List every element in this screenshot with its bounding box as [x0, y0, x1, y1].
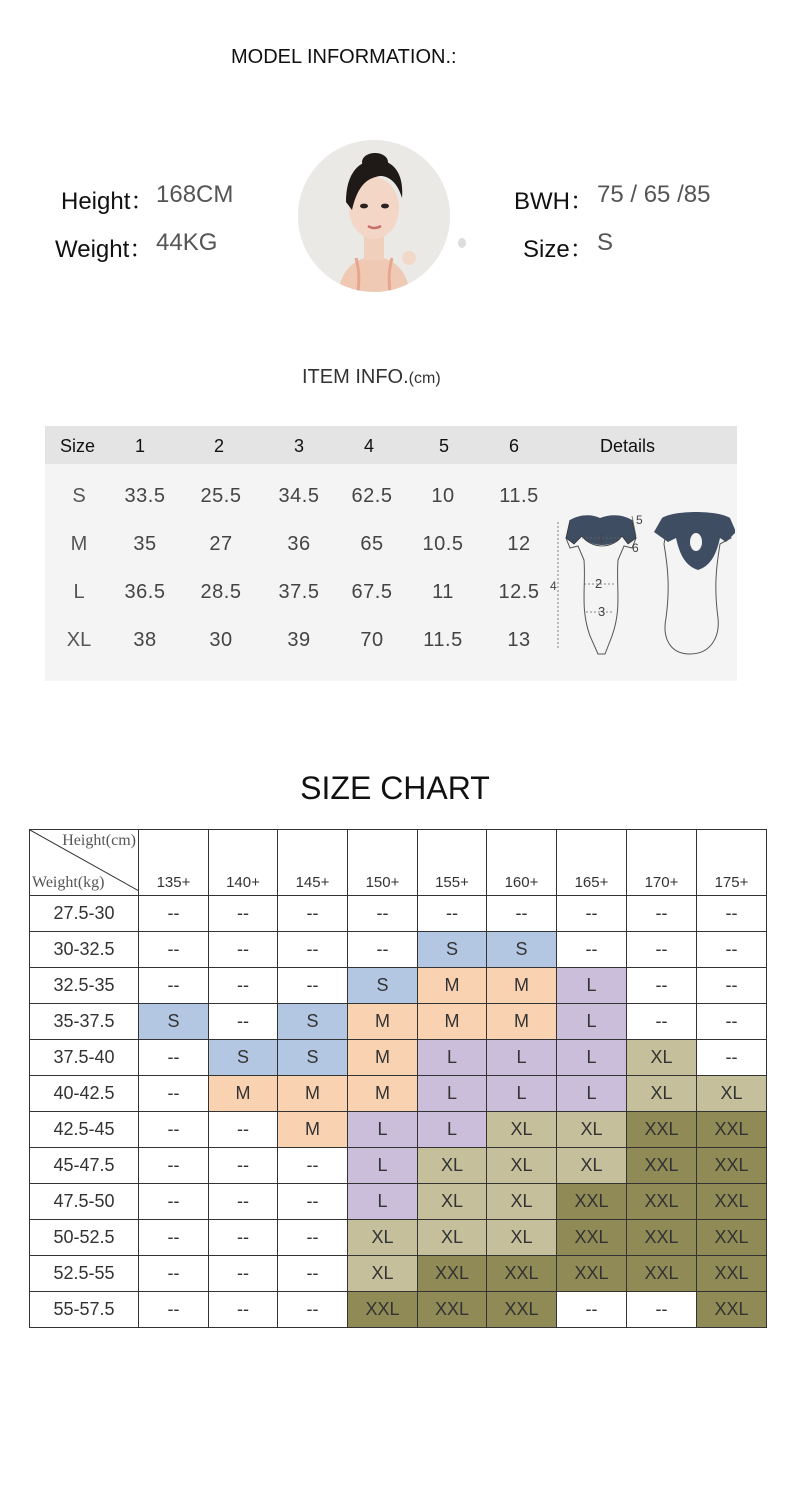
size-cell: -- [627, 896, 697, 932]
diagram-mark-3: 3 [598, 604, 606, 619]
item-info-title-text: ITEM INFO. [302, 366, 409, 388]
size-cell: -- [348, 932, 418, 968]
size-cell: -- [209, 1256, 278, 1292]
item-row-size: S [72, 485, 86, 507]
weight-row-header: 45-47.5 [30, 1148, 139, 1184]
size-cell: -- [557, 896, 627, 932]
weight-row-header: 50-52.5 [30, 1220, 139, 1256]
size-cell: XXL [557, 1220, 627, 1256]
size-cell: M [418, 968, 487, 1004]
size-cell: L [348, 1148, 418, 1184]
header-4: 4 [364, 436, 375, 456]
weight-row-header: 40-42.5 [30, 1076, 139, 1112]
leotard-measurement-diagram [550, 508, 735, 658]
weight-row-header: 37.5-40 [30, 1040, 139, 1076]
bwh-label: BWH： [514, 188, 594, 215]
size-cell: XL [348, 1256, 418, 1292]
size-cell: -- [278, 968, 348, 1004]
size-cell: M [278, 1076, 348, 1112]
size-cell: M [209, 1076, 278, 1112]
size-cell: XXL [627, 1256, 697, 1292]
item-cell: 30 [209, 629, 233, 651]
size-cell: L [557, 968, 627, 1004]
item-cell: 11.5 [423, 629, 463, 651]
weight-axis-label: Weight(kg) [32, 874, 105, 891]
size-cell: S [487, 932, 557, 968]
size-cell: XL [487, 1112, 557, 1148]
size-cell: XL [487, 1148, 557, 1184]
size-cell: XXL [627, 1184, 697, 1220]
size-label: Size： [523, 236, 594, 263]
size-cell: XL [627, 1040, 697, 1076]
size-cell: -- [627, 1004, 697, 1040]
size-cell: -- [697, 968, 767, 1004]
item-info-title [302, 366, 441, 389]
height-column-header: 165+ [557, 830, 627, 896]
diagram-mark-5: 5 [636, 513, 643, 527]
table-row [30, 1184, 767, 1220]
size-chart-corner [30, 830, 139, 896]
item-cell: 36.5 [124, 581, 166, 603]
size-cell: L [557, 1076, 627, 1112]
size-cell: XL [557, 1148, 627, 1184]
size-cell: XXL [627, 1148, 697, 1184]
size-cell: XL [487, 1220, 557, 1256]
size-cell: XL [697, 1076, 767, 1112]
header-5: 5 [439, 436, 450, 456]
item-cell: 10.5 [422, 533, 464, 555]
item-cell: 33.5 [124, 485, 166, 507]
item-cell: 34.5 [278, 485, 320, 507]
item-row-size: M [70, 533, 88, 555]
weight-row-header: 47.5-50 [30, 1184, 139, 1220]
size-cell: -- [209, 1220, 278, 1256]
size-cell: -- [487, 896, 557, 932]
table-row [30, 1148, 767, 1184]
size-cell: -- [209, 1184, 278, 1220]
size-cell: XXL [697, 1292, 767, 1328]
weight-row-header: 35-37.5 [30, 1004, 139, 1040]
size-cell: M [278, 1112, 348, 1148]
size-cell: -- [278, 1220, 348, 1256]
item-cell: 12 [507, 533, 531, 555]
size-cell: XXL [418, 1292, 487, 1328]
table-row [30, 1040, 767, 1076]
size-cell: -- [139, 1292, 209, 1328]
size-cell: M [487, 1004, 557, 1040]
height-axis-label: Height(cm) [62, 832, 136, 849]
size-cell: -- [139, 896, 209, 932]
weight-row-header: 32.5-35 [30, 968, 139, 1004]
size-cell: -- [627, 932, 697, 968]
height-column-header: 150+ [348, 830, 418, 896]
item-cell: 35 [133, 533, 157, 555]
size-cell: L [348, 1184, 418, 1220]
height-column-header: 155+ [418, 830, 487, 896]
size-cell: -- [557, 932, 627, 968]
table-row [30, 1076, 767, 1112]
item-cell: 11.5 [499, 485, 539, 507]
size-cell: -- [557, 1292, 627, 1328]
size-cell: L [487, 1040, 557, 1076]
item-info-table [45, 426, 737, 681]
item-row-size: L [73, 581, 85, 603]
size-cell: M [418, 1004, 487, 1040]
size-cell: XXL [697, 1220, 767, 1256]
item-cell: 10 [431, 485, 455, 507]
item-cell: 38 [133, 629, 157, 651]
size-cell: -- [278, 932, 348, 968]
weight-row-header: 30-32.5 [30, 932, 139, 968]
bwh-value: 75 / 65 /85 [597, 181, 711, 208]
item-cell: 27 [209, 533, 233, 555]
weight-value: 44KG [156, 229, 218, 256]
height-column-header: 145+ [278, 830, 348, 896]
height-label: Height： [61, 188, 155, 215]
size-cell: -- [139, 932, 209, 968]
size-cell: -- [209, 932, 278, 968]
size-cell: -- [278, 1292, 348, 1328]
height-column-header: 160+ [487, 830, 557, 896]
size-cell: L [418, 1040, 487, 1076]
height-column-header: 170+ [627, 830, 697, 896]
size-cell: XXL [697, 1184, 767, 1220]
diagram-mark-2: 2 [595, 576, 603, 591]
size-cell: -- [209, 1112, 278, 1148]
model-information-title: MODEL INFORMATION.: [231, 46, 457, 68]
size-cell: XXL [627, 1112, 697, 1148]
table-row [30, 1256, 767, 1292]
table-row [30, 896, 767, 932]
header-details: Details [600, 436, 656, 456]
size-cell: S [418, 932, 487, 968]
size-cell: XL [418, 1148, 487, 1184]
size-cell: -- [697, 932, 767, 968]
item-cell: 67.5 [351, 581, 393, 603]
item-cell: 13 [507, 629, 531, 651]
height-column-header: 140+ [209, 830, 278, 896]
size-cell: -- [139, 968, 209, 1004]
size-chart-title: SIZE CHART [300, 770, 490, 806]
item-cell: 37.5 [278, 581, 320, 603]
size-cell: -- [278, 1148, 348, 1184]
weight-row-header: 27.5-30 [30, 896, 139, 932]
size-cell: XXL [697, 1256, 767, 1292]
header-6: 6 [509, 436, 520, 456]
size-cell: -- [278, 1184, 348, 1220]
decorative-dot [458, 238, 466, 248]
size-cell: XL [348, 1220, 418, 1256]
header-3: 3 [294, 436, 305, 456]
table-row [30, 1004, 767, 1040]
table-row [30, 968, 767, 1004]
weight-row-header: 42.5-45 [30, 1112, 139, 1148]
height-value: 168CM [156, 181, 234, 208]
size-cell: XXL [557, 1256, 627, 1292]
size-cell: XXL [348, 1292, 418, 1328]
size-cell: -- [697, 1004, 767, 1040]
size-cell: -- [139, 1184, 209, 1220]
size-cell: -- [139, 1040, 209, 1076]
size-cell: XL [418, 1220, 487, 1256]
size-cell: XXL [487, 1256, 557, 1292]
item-cell: 70 [360, 629, 384, 651]
item-cell: 65 [360, 533, 384, 555]
size-cell: -- [139, 1148, 209, 1184]
size-cell: M [487, 968, 557, 1004]
size-cell: XL [557, 1112, 627, 1148]
size-cell: -- [278, 896, 348, 932]
table-row [30, 1220, 767, 1256]
weight-row-header: 52.5-55 [30, 1256, 139, 1292]
size-cell: S [348, 968, 418, 1004]
item-cell: 11 [432, 581, 454, 603]
size-cell: -- [139, 1076, 209, 1112]
size-cell: -- [209, 968, 278, 1004]
item-cell: 25.5 [200, 485, 242, 507]
size-cell: -- [209, 1148, 278, 1184]
size-cell: -- [139, 1256, 209, 1292]
diagram-mark-1: 1 [598, 533, 605, 545]
size-cell: L [487, 1076, 557, 1112]
header-2: 2 [214, 436, 225, 456]
size-cell: S [278, 1040, 348, 1076]
height-column-header: 135+ [139, 830, 209, 896]
size-cell: S [278, 1004, 348, 1040]
size-cell: M [348, 1040, 418, 1076]
item-row-size: XL [66, 629, 92, 651]
size-cell: L [418, 1112, 487, 1148]
size-cell: -- [209, 1004, 278, 1040]
size-cell: -- [209, 1292, 278, 1328]
item-cell: 12.5 [498, 581, 540, 603]
size-cell: XXL [627, 1220, 697, 1256]
height-column-header: 175+ [697, 830, 767, 896]
size-cell: XXL [697, 1112, 767, 1148]
item-info-unit: (cm) [408, 370, 441, 387]
size-cell: -- [209, 896, 278, 932]
size-cell: M [348, 1004, 418, 1040]
size-cell: XXL [418, 1256, 487, 1292]
size-cell: -- [697, 1040, 767, 1076]
size-cell: XL [418, 1184, 487, 1220]
size-cell: -- [139, 1112, 209, 1148]
model-photo [298, 140, 450, 292]
size-cell: -- [139, 1220, 209, 1256]
size-cell: L [418, 1076, 487, 1112]
item-cell: 39 [287, 629, 311, 651]
size-cell: -- [627, 968, 697, 1004]
table-row [30, 1292, 767, 1328]
header-size: Size [60, 436, 96, 456]
item-info-header-row [45, 426, 737, 464]
size-cell: -- [278, 1256, 348, 1292]
size-chart-header-row [30, 830, 767, 896]
table-row [30, 932, 767, 968]
size-cell: L [557, 1004, 627, 1040]
table-row [30, 1112, 767, 1148]
size-cell: -- [697, 896, 767, 932]
size-chart-table [29, 829, 767, 1328]
item-cell: 28.5 [200, 581, 242, 603]
size-cell: XXL [697, 1148, 767, 1184]
weight-label: Weight： [55, 236, 154, 263]
size-cell: XL [627, 1076, 697, 1112]
size-cell: XL [487, 1184, 557, 1220]
size-value: S [597, 229, 614, 256]
size-cell: S [139, 1004, 209, 1040]
item-cell: 36 [287, 533, 311, 555]
size-cell: L [557, 1040, 627, 1076]
size-cell: M [348, 1076, 418, 1112]
header-1: 1 [135, 436, 146, 456]
size-cell: L [348, 1112, 418, 1148]
size-cell: XXL [487, 1292, 557, 1328]
size-cell: -- [627, 1292, 697, 1328]
size-cell: XXL [557, 1184, 627, 1220]
diagram-mark-4: 4 [550, 579, 557, 593]
size-cell: -- [348, 896, 418, 932]
model-portrait-image [298, 140, 450, 292]
item-cell: 62.5 [351, 485, 393, 507]
size-cell: S [209, 1040, 278, 1076]
size-cell: -- [418, 896, 487, 932]
diagram-mark-6: 6 [632, 541, 639, 555]
weight-row-header: 55-57.5 [30, 1292, 139, 1328]
